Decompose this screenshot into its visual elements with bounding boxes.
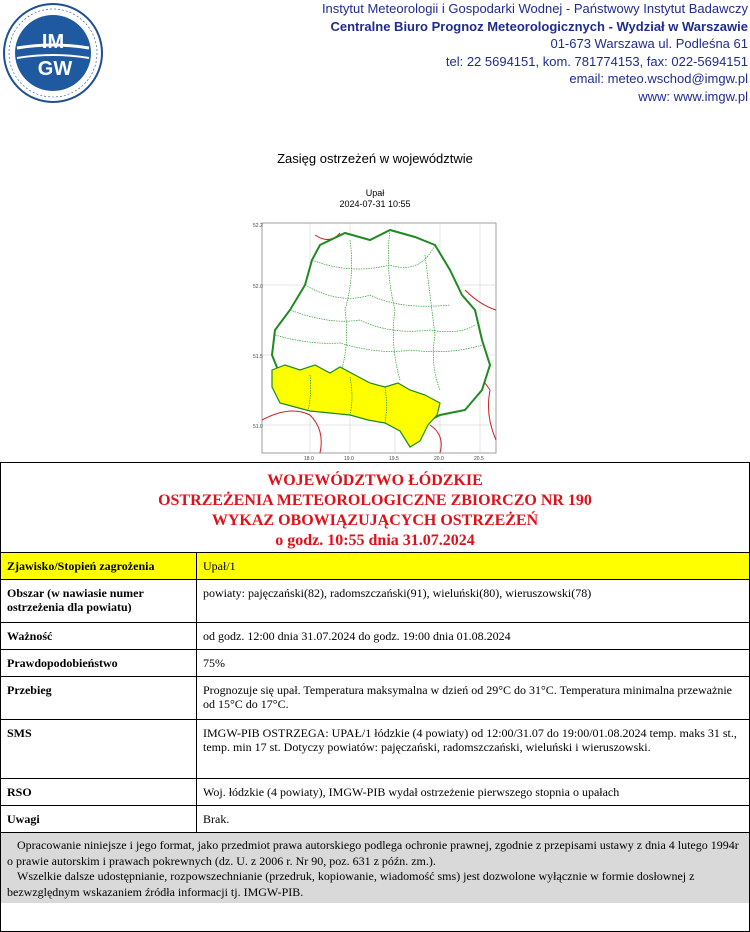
warning-title-number: OSTRZEŻENIA METEOROLOGICZNE ZBIORCZO NR 190: [158, 492, 592, 509]
table-row: [1, 779, 749, 806]
warning-table: [1, 553, 749, 833]
warning-map-svg: [250, 215, 500, 463]
lon-label-5: 20.5: [474, 456, 484, 462]
distribution-notice: Wszelkie dalsze udostępnianie, rozpowszechnianie (przedruk, kopiowanie, wiadomość sms) jest dozwolone wyłącznie w formie dosłownej z bezwzględnym wskazaniem źródła informacji tj. IMGW-PIB.: [7, 869, 695, 899]
warning-title-region: WOJEWÓDZTWO ŁÓDZKIE: [267, 472, 483, 489]
warning-box: [0, 462, 750, 932]
map-caption: [0, 188, 750, 210]
lon-label-4: 20.0: [434, 456, 444, 462]
row-value: Prognozuje się upał. Temperatura maksymalna w dzień od 29°C do 31°C. Temperatura minimalna przeważnie od 15°C do 17°C.: [197, 677, 750, 720]
row-label: SMS: [1, 720, 197, 779]
row-label: Zjawisko/Stopień zagrożenia: [1, 553, 197, 580]
svg-text:IM: IM: [41, 31, 65, 53]
table-row: [1, 580, 749, 623]
map-datetime: 2024-07-31 10:55: [339, 199, 411, 209]
table-row: [1, 720, 749, 779]
row-label: Prawdopodobieństwo: [1, 650, 197, 677]
row-value: Upał/1: [197, 553, 750, 580]
table-row: [1, 650, 749, 677]
row-value: 75%: [197, 650, 750, 677]
map-phenomenon: Upał: [365, 188, 385, 198]
row-value: IMGW-PIB OSTRZEGA: UPAŁ/1 łódzkie (4 powiaty) od 12:00/31.07 do 19:00/01.08.2024 temp. maks 31 st., temp. min 17 st. Dotyczy powiatów: pajęczański, radomszczański, wieluński i wieruszowski.: [197, 720, 750, 779]
header-address: 01-673 Warszawa ul. Podleśna 61: [550, 36, 748, 51]
imgw-logo: [2, 2, 104, 104]
header-institute: Instytut Meteorologii i Gospodarki Wodnej - Państwowy Instytut Badawczy: [321, 1, 748, 16]
lon-label-3: 19.5: [389, 456, 399, 462]
warning-title-list: WYKAZ OBOWIĄZUJĄCYCH OSTRZEŻEŃ: [211, 512, 539, 529]
row-label: Przebieg: [1, 677, 197, 720]
lat-label-1: 52.2: [253, 223, 263, 229]
row-value: powiaty: pajęczański(82), radomszczański(91), wieluński(80), wieruszowski(78): [197, 580, 750, 623]
row-value: Woj. łódzkie (4 powiaty), IMGW-PIB wydał ostrzeżenie pierwszego stopnia o upałach: [197, 779, 750, 806]
header-email: email: meteo.wschod@imgw.pl: [569, 71, 748, 86]
warning-title-time: o godz. 10:55 dnia 31.07.2024: [275, 532, 475, 549]
map-title: Zasięg ostrzeżeń w województwie: [277, 151, 473, 166]
copyright-notice: Opracowanie niniejsze i jego format, jako przedmiot prawa autorskiego podlega ochronie prawnej, zgodnie z przepisami ustawy z dnia 4 lutego 1994r o prawie autorskim i prawach pokrewnych (dz. U. z 2006 r. Nr 90, poz. 631 z późn. zm.).: [7, 838, 739, 868]
row-value: od godz. 12:00 dnia 31.07.2024 do godz. 19:00 dnia 01.08.2024: [197, 623, 750, 650]
lon-label-2: 19.0: [344, 456, 354, 462]
header-bureau: Centralne Biuro Prognoz Meteorologicznych - Wydział w Warszawie: [330, 18, 748, 34]
lat-label-2: 52.0: [253, 284, 263, 290]
row-label: RSO: [1, 779, 197, 806]
row-label: Uwagi: [1, 806, 197, 833]
warning-heading: [1, 463, 749, 553]
row-label: Obszar (w nawiasie numer ostrzeżenia dla powiatu): [1, 580, 197, 623]
table-row: [1, 623, 749, 650]
lat-label-4: 51.0: [253, 424, 263, 430]
svg-text:GW: GW: [37, 58, 73, 80]
copyright-footer: [1, 833, 749, 903]
lon-label-1: 18.0: [304, 456, 314, 462]
table-row: [1, 806, 749, 833]
header-www: www: www.imgw.pl: [638, 88, 748, 104]
row-value: Brak.: [197, 806, 750, 833]
table-row: [1, 677, 749, 720]
warning-map: [250, 215, 500, 463]
row-label: Ważność: [1, 623, 197, 650]
table-row: [1, 553, 749, 580]
institute-header: [322, 0, 748, 105]
header-phone: tel: 22 5694151, kom. 781774153, fax: 022-5694151: [445, 53, 748, 69]
lat-label-3: 51.5: [253, 354, 263, 360]
